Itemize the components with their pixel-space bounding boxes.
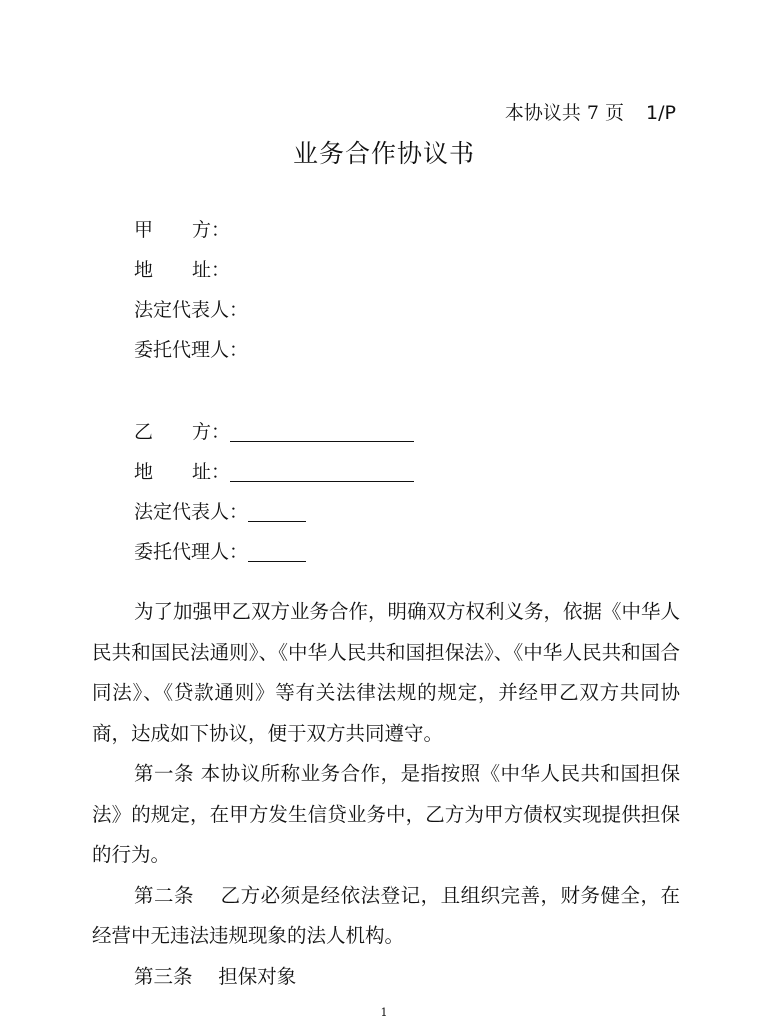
party-b-address-row xyxy=(134,452,414,492)
party-b-block xyxy=(134,412,414,572)
article-1-paragraph: 第一条 本协议所称业务合作，是指按照《中华人民共和国担保法》的规定，在甲方发生信贷业务中，乙方为甲方债权实现提供担保的行为。 xyxy=(92,762,680,866)
document-title: 业务合作协议书 xyxy=(292,139,475,168)
party-b-legal-rep-row xyxy=(134,492,414,532)
page-mark: 1/P xyxy=(646,102,676,124)
party-b-name-row xyxy=(134,412,414,452)
party-a-name-label: 甲 方： xyxy=(134,219,231,241)
article-2-paragraph: 第二条 乙方必须是经依法登记，且组织完善，财务健全，在经营中无违法违规现象的法人机构。 xyxy=(92,883,680,947)
party-b-agent-row xyxy=(134,532,414,572)
party-b-legal-rep-label: 法定代表人： xyxy=(134,501,249,523)
page-number: 1 xyxy=(380,1006,388,1019)
party-b-address-blank[interactable] xyxy=(230,453,414,482)
party-b-legal-rep-blank[interactable] xyxy=(248,493,306,522)
party-a-legal-rep-row xyxy=(134,290,248,330)
page-header xyxy=(505,98,676,125)
party-a-name-row xyxy=(134,210,248,250)
party-a-block xyxy=(134,210,248,370)
party-a-address-row xyxy=(134,250,248,290)
party-a-address-label: 地 址： xyxy=(134,259,231,281)
party-a-agent-label: 委托代理人： xyxy=(134,339,249,361)
party-b-address-label: 地 址： xyxy=(134,461,231,483)
article-3-heading: 第三条 担保对象 xyxy=(134,964,297,988)
preamble-paragraph: 为了加强甲乙双方业务合作，明确双方权利义务，依据《中华人民共和国民法通则》、《中华人民共和国担保法》、《中华人民共和国合同法》、《贷款通则》等有关法律法规的规定，并经甲乙双方共同协商，达成如下协议，便于双方共同遵守。 xyxy=(92,600,681,745)
agreement-body xyxy=(92,592,680,997)
party-b-agent-blank[interactable] xyxy=(248,533,306,562)
party-b-agent-label: 委托代理人： xyxy=(134,541,249,563)
party-b-name-label: 乙 方： xyxy=(134,421,231,443)
party-b-name-blank[interactable] xyxy=(230,413,414,442)
party-a-agent-row xyxy=(134,330,248,370)
party-a-legal-rep-label: 法定代表人： xyxy=(134,299,249,321)
page-count-text: 本协议共 7 页 xyxy=(504,102,625,124)
